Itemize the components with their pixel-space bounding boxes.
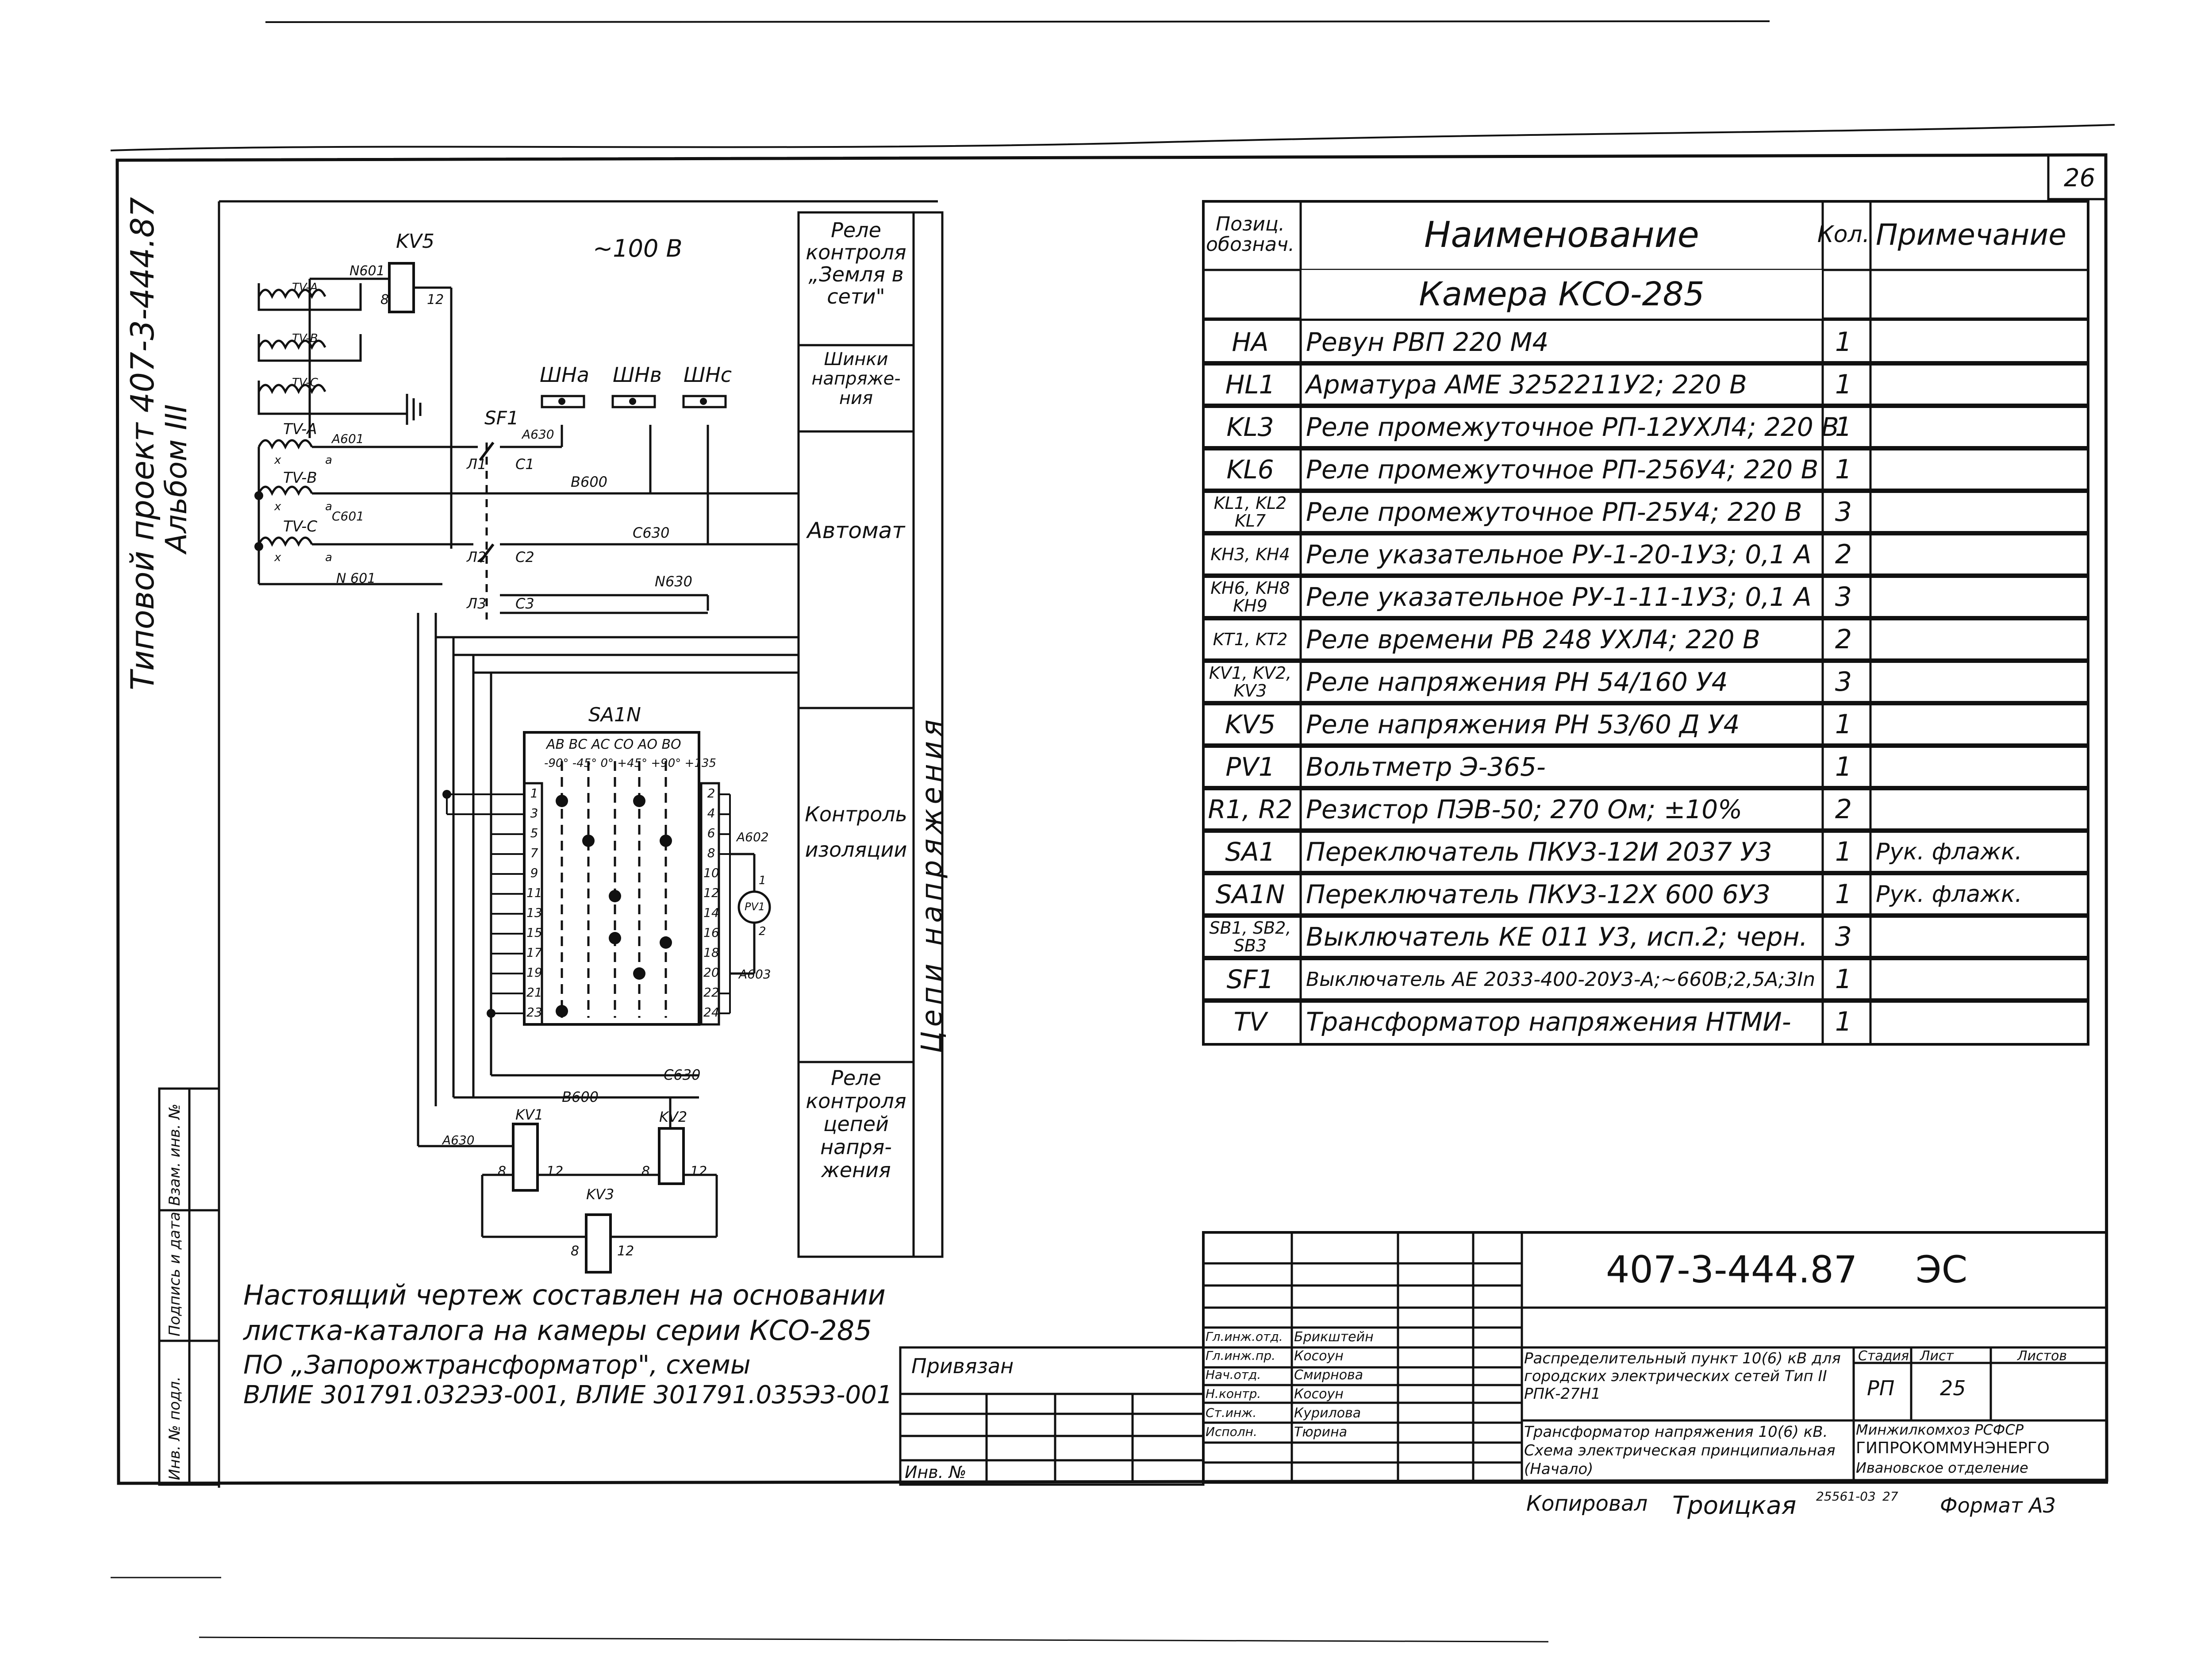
terminal-number: 9 bbox=[530, 866, 538, 880]
kv3-pin-a: 8 bbox=[571, 1243, 580, 1259]
a-label-2: a bbox=[325, 500, 332, 513]
note-line-4: ВЛИЕ 301791.032Э3-001, ВЛИЕ 301791.035Э3-001 bbox=[243, 1381, 893, 1409]
terminal-number: 12 bbox=[703, 885, 719, 900]
sa1n-positions: АВ ВС АС СО АО ВО bbox=[546, 737, 681, 752]
spec-qty-cell: 1 bbox=[1835, 454, 1852, 485]
side-album: Альбом III bbox=[159, 404, 193, 553]
spec-row bbox=[1203, 913, 2088, 960]
spec-qty-cell: 1 bbox=[1835, 709, 1852, 740]
spec-note-cell bbox=[1871, 618, 2093, 661]
spec-name-cell: Реле указательное РУ-1-20-1У3; 0,1 А bbox=[1306, 539, 1812, 570]
b600b-label: B600 bbox=[562, 1089, 599, 1105]
terminal-number: 22 bbox=[703, 985, 719, 1000]
signature-name: Смирнова bbox=[1294, 1367, 1363, 1383]
spec-row bbox=[1203, 489, 2088, 535]
object-title: Распределительный пункт 10(6) кВ для городских электрических сетей Тип II РПК-27Н1 bbox=[1524, 1350, 1841, 1403]
signature-role: Ст.инж. bbox=[1206, 1405, 1257, 1420]
spec-note-cell bbox=[1871, 406, 2093, 448]
pv-pin-1: 1 bbox=[759, 874, 766, 887]
spec-position-cell: KH3, KH4 bbox=[1210, 545, 1290, 564]
spec-qty-cell: 1 bbox=[1835, 879, 1852, 910]
signature-role: Нач.отд. bbox=[1206, 1367, 1261, 1382]
spec-name-cell: Реле времени РВ 248 УХЛ4; 220 В bbox=[1306, 624, 1760, 654]
tvb-label-2: TV-B bbox=[283, 469, 317, 487]
spec-name-cell: Вольтметр Э-365- bbox=[1306, 752, 1546, 782]
top-border-line bbox=[265, 21, 1770, 22]
tva-label-2: TV-A bbox=[283, 420, 317, 438]
spec-position-cell: KV5 bbox=[1225, 709, 1276, 739]
spec-name-cell: Переключатель ПКУ3-12И 2037 У3 bbox=[1306, 837, 1772, 867]
section-vertical-label: Цепи напряжения bbox=[916, 715, 949, 1053]
spec-name-cell: Трансформатор напряжения НТМИ- bbox=[1306, 1007, 1791, 1037]
terminal-number: 13 bbox=[526, 905, 542, 920]
signature-rows bbox=[1206, 1328, 1471, 1442]
spec-qty-cell: 2 bbox=[1835, 624, 1852, 655]
terminal-number: 4 bbox=[707, 806, 715, 820]
header-note: Примечание bbox=[1876, 217, 2066, 252]
n630-label: N630 bbox=[655, 573, 693, 590]
spec-qty-cell: 1 bbox=[1835, 369, 1852, 400]
spec-name-cell: Реле указательное РУ-1-11-1У3; 0,1 А bbox=[1306, 582, 1812, 612]
terminal-number: 2 bbox=[707, 786, 715, 801]
spec-qty-cell: 1 bbox=[1835, 836, 1852, 867]
spec-name-cell: Реле промежуточное РП-12УХЛ4; 220 В bbox=[1306, 412, 1839, 442]
note-line-3: ПО „Запорожтрансформатор", схемы bbox=[243, 1350, 751, 1380]
signature-row bbox=[1206, 1385, 1471, 1404]
b600-label: B600 bbox=[571, 473, 608, 490]
spec-position-cell: R1, R2 bbox=[1208, 794, 1293, 824]
spec-row bbox=[1203, 446, 2088, 493]
terminal-number: 5 bbox=[530, 826, 538, 840]
spec-row bbox=[1203, 404, 2088, 450]
spec-row bbox=[1203, 701, 2088, 748]
shna-label: ШНа bbox=[540, 363, 589, 387]
sheet-title: Трансформатор напряжения 10(6) кВ. Схема электрическая принципиальная (Начало) bbox=[1524, 1423, 1836, 1478]
spec-qty-cell: 3 bbox=[1835, 921, 1852, 952]
terminal-number: 14 bbox=[703, 905, 719, 920]
shnc-label: ШНс bbox=[684, 363, 732, 387]
sa1n-angles: -90° -45° 0° +45° +90° +135 bbox=[544, 757, 716, 770]
spec-row bbox=[1203, 828, 2088, 875]
spec-row bbox=[1203, 743, 2088, 790]
l1-label: Л1 bbox=[467, 456, 487, 473]
section-voltage-buses: Шинки напряже-ния bbox=[811, 349, 901, 408]
doc-type: ЭС bbox=[1916, 1248, 1968, 1291]
l3-label: Л3 bbox=[467, 595, 487, 612]
a601-label: A601 bbox=[332, 431, 364, 446]
spec-qty-cell: 1 bbox=[1835, 1006, 1852, 1037]
sa1n-terminals-right bbox=[703, 783, 719, 1022]
header-position: Позиц. обознач. bbox=[1206, 213, 1295, 256]
spec-position-cell: SF1 bbox=[1226, 964, 1274, 994]
spec-position-cell: KH6, KH8 KH9 bbox=[1210, 578, 1290, 616]
kv1-pin-b: 12 bbox=[546, 1164, 564, 1179]
spec-note-cell bbox=[1871, 661, 2093, 703]
kv5-pin-a: 8 bbox=[380, 292, 389, 308]
spec-qty-cell: 3 bbox=[1835, 666, 1852, 697]
a630-label: A630 bbox=[522, 427, 554, 442]
spec-position-cell: KT1, KT2 bbox=[1213, 630, 1288, 649]
c601-label: C601 bbox=[332, 509, 364, 523]
terminal-number: 10 bbox=[703, 866, 719, 880]
org-line-3: Ивановское отделение bbox=[1856, 1459, 2028, 1476]
spec-note-cell bbox=[1871, 533, 2093, 576]
a-label-1: a bbox=[325, 454, 332, 467]
kv5-pin-b: 12 bbox=[427, 292, 444, 308]
spec-position-cell: PV1 bbox=[1225, 752, 1275, 782]
sa1n-terminals-left bbox=[526, 783, 542, 1022]
drawing-note bbox=[243, 1279, 892, 1412]
terminal-number: 24 bbox=[703, 1005, 719, 1020]
org-line-2: ГИПРОКОММУНЭНЕРГО bbox=[1856, 1439, 2050, 1457]
bound-label: Привязан bbox=[911, 1354, 1014, 1378]
header-name: Наименование bbox=[1424, 214, 1699, 255]
spec-name-cell: Выключатель АЕ 2033-400-20У3-А;~660В;2,5А;3In bbox=[1306, 968, 1816, 991]
kv2-coil bbox=[659, 1128, 684, 1184]
spec-position-cell: TV bbox=[1233, 1007, 1267, 1037]
terminal-number: 20 bbox=[703, 965, 719, 980]
c1-label: C1 bbox=[515, 456, 534, 473]
spec-row bbox=[1203, 998, 2088, 1045]
n601-label: N601 bbox=[349, 263, 385, 279]
spec-row bbox=[1203, 531, 2088, 578]
terminal-number: 3 bbox=[530, 806, 538, 820]
spec-row bbox=[1203, 871, 2088, 918]
kv1-label: KV1 bbox=[515, 1106, 544, 1123]
a-label-3: a bbox=[325, 551, 332, 564]
spec-note-cell bbox=[1871, 321, 2093, 363]
spec-row bbox=[1203, 361, 2088, 408]
spec-qty-cell: 1 bbox=[1835, 327, 1852, 358]
spec-note-cell bbox=[1871, 448, 2093, 491]
sf1-label: SF1 bbox=[484, 407, 519, 429]
stage-header: Стадия bbox=[1858, 1348, 1909, 1364]
spec-row bbox=[1203, 319, 2088, 366]
stage-value: РП bbox=[1867, 1376, 1895, 1400]
spec-note-cell bbox=[1871, 703, 2093, 746]
terminal-number: 15 bbox=[526, 925, 542, 940]
terminal-number: 6 bbox=[707, 826, 715, 840]
spec-note-cell: Рук. флажк. bbox=[1876, 881, 2022, 908]
spec-name-cell: Переключатель ПКУ3-12Х 600 6У3 bbox=[1306, 879, 1770, 909]
sheet-header: Лист bbox=[1920, 1348, 1954, 1364]
kv5-label: KV5 bbox=[396, 230, 434, 253]
spec-row bbox=[1203, 956, 2088, 1003]
a603-label: A603 bbox=[739, 967, 771, 981]
kv1-pin-a: 8 bbox=[498, 1164, 507, 1179]
signature-role: Гл.инж.пр. bbox=[1206, 1348, 1276, 1363]
shnb-label: ШНв bbox=[613, 363, 662, 387]
spec-name-cell: Реле напряжения РН 54/160 У4 bbox=[1306, 667, 1728, 697]
header-qty: Кол. bbox=[1817, 221, 1870, 248]
copied-label: Копировал bbox=[1526, 1491, 1648, 1516]
supply-label: ~100 В bbox=[593, 235, 683, 262]
kv2-pin-a: 8 bbox=[641, 1164, 650, 1179]
spec-row bbox=[1203, 616, 2088, 663]
spec-qty-cell: 3 bbox=[1835, 496, 1852, 527]
note-line-1: Настоящий чертеж составлен на основании bbox=[243, 1279, 886, 1311]
org-line-1: Минжилкомхоз РСФСР bbox=[1856, 1421, 2024, 1438]
spec-position-cell: SB1, SB2, SB3 bbox=[1209, 918, 1291, 955]
sheets-header: Листов bbox=[2017, 1348, 2067, 1364]
kv3-label: KV3 bbox=[586, 1186, 614, 1203]
spec-name-cell: Арматура АМЕ 3252211У2; 220 В bbox=[1306, 369, 1747, 400]
spec-note-cell bbox=[1871, 916, 2093, 958]
side-title: Типовой проект 407-3-444.87 bbox=[124, 197, 161, 690]
spec-header-row bbox=[1203, 201, 2088, 268]
pv1-label: PV1 bbox=[745, 901, 765, 913]
x-label-1: x bbox=[274, 454, 281, 467]
group-title: Камера КСО-285 bbox=[1302, 270, 1822, 319]
spec-position-cell: KL6 bbox=[1226, 454, 1274, 485]
spec-row bbox=[1203, 573, 2088, 620]
copier-name: Троицкая bbox=[1672, 1491, 1797, 1520]
spec-name-cell: Резистор ПЭВ-50; 270 Ом; ±10% bbox=[1306, 794, 1743, 824]
signature-role: Н.контр. bbox=[1206, 1386, 1261, 1401]
terminal-number: 21 bbox=[526, 985, 542, 1000]
spec-position-cell: KL3 bbox=[1226, 412, 1274, 442]
section-insulation: Контроль изоляции bbox=[805, 802, 907, 862]
kv5-coil bbox=[389, 263, 414, 312]
frame-top-wave bbox=[111, 125, 2115, 150]
spec-qty-cell: 1 bbox=[1835, 964, 1852, 995]
tva-label-1: TV-A bbox=[292, 281, 318, 294]
signature-name: Тюрина bbox=[1294, 1424, 1348, 1440]
terminal-number: 16 bbox=[703, 925, 719, 940]
n601b-label: N 601 bbox=[336, 571, 376, 586]
spec-qty-cell: 2 bbox=[1835, 539, 1852, 570]
spec-name-cell: Реле напряжения РН 53/60 Д У4 bbox=[1306, 709, 1740, 739]
signature-row bbox=[1206, 1404, 1471, 1423]
terminal-number: 19 bbox=[526, 965, 542, 980]
signature-row bbox=[1206, 1328, 1471, 1347]
x-label-2: x bbox=[274, 500, 281, 513]
terminal-number: 18 bbox=[703, 945, 719, 960]
spec-position-cell: KL1, KL2 KL7 bbox=[1214, 493, 1287, 531]
a630b-label: A630 bbox=[442, 1133, 475, 1147]
l2-label: Л2 bbox=[467, 549, 487, 566]
x-label-3: x bbox=[274, 551, 281, 564]
terminal-number: 23 bbox=[526, 1005, 542, 1020]
spec-note-cell bbox=[1871, 746, 2093, 788]
archive-number: 25561-03 bbox=[1816, 1489, 1876, 1504]
spec-name-cell: Реле промежуточное РП-25У4; 220 В bbox=[1306, 497, 1802, 527]
signature-name: Косоун bbox=[1294, 1348, 1344, 1364]
tvc-label-2: TV-C bbox=[283, 518, 318, 535]
spec-note-cell: Рук. флажк. bbox=[1876, 839, 2022, 865]
c630-label: C630 bbox=[633, 524, 670, 541]
c630b-label: C630 bbox=[664, 1066, 701, 1083]
format-label: Формат А3 bbox=[1940, 1493, 2056, 1517]
spec-note-cell bbox=[1871, 576, 2093, 618]
spec-position-cell: HL1 bbox=[1225, 369, 1275, 400]
doc-code: 407-3-444.87 bbox=[1606, 1248, 1858, 1291]
spec-position-cell: HA bbox=[1232, 327, 1269, 357]
terminal-number: 11 bbox=[526, 885, 542, 900]
sa1n-switch bbox=[524, 732, 699, 1024]
signature-name: Косоун bbox=[1294, 1386, 1344, 1402]
terminal-number: 17 bbox=[526, 945, 542, 960]
kv1-coil bbox=[513, 1124, 538, 1190]
spec-name-cell: Выключатель КЕ 011 У3, исп.2; черн. bbox=[1306, 922, 1808, 952]
specification-table bbox=[1203, 201, 2088, 1044]
spec-position-cell: SA1 bbox=[1225, 837, 1275, 867]
strip-replace-inv: Взам. инв. № bbox=[166, 1104, 184, 1206]
spec-note-cell bbox=[1871, 958, 2093, 1001]
spec-row bbox=[1203, 658, 2088, 705]
note-line-2: листка-каталога на камеры серии КСО-285 bbox=[243, 1314, 872, 1347]
spec-row bbox=[1203, 786, 2088, 833]
signature-name: Брикштейн bbox=[1294, 1329, 1374, 1345]
spec-group-row bbox=[1203, 270, 2088, 319]
kv2-label: KV2 bbox=[659, 1108, 687, 1125]
a602-label: A602 bbox=[737, 830, 769, 844]
spec-qty-cell: 3 bbox=[1835, 581, 1852, 612]
signature-role: Гл.инж.отд. bbox=[1206, 1329, 1283, 1344]
spec-note-cell bbox=[1871, 1001, 2093, 1043]
spec-note-cell bbox=[1871, 491, 2093, 533]
spec-note-cell bbox=[1871, 363, 2093, 406]
inv-label: Инв. № bbox=[905, 1462, 967, 1482]
kv3-coil bbox=[586, 1215, 611, 1272]
spec-qty-cell: 2 bbox=[1835, 794, 1852, 825]
section-breaker: Автомат bbox=[807, 518, 905, 543]
spec-qty-cell: 1 bbox=[1835, 751, 1852, 782]
strip-sign-date: Подпись и дата bbox=[166, 1212, 184, 1336]
c2-label: C2 bbox=[515, 549, 534, 566]
terminal-number: 7 bbox=[530, 846, 538, 860]
tvc-label-1: TV-C bbox=[292, 376, 318, 389]
signature-name: Курилова bbox=[1294, 1405, 1361, 1421]
sheet-number: 26 bbox=[2064, 164, 2096, 192]
kv2-pin-b: 12 bbox=[690, 1164, 707, 1179]
signature-role: Исполн. bbox=[1206, 1424, 1257, 1439]
section-voltage-relay: Реле контроля цепей напря-жения bbox=[806, 1066, 906, 1182]
archive-sheet: 27 bbox=[1882, 1489, 1898, 1504]
spec-position-cell: KV1, KV2, KV3 bbox=[1209, 663, 1292, 700]
signature-row bbox=[1206, 1347, 1471, 1366]
sa1n-label: SA1N bbox=[588, 704, 641, 726]
kv3-pin-b: 12 bbox=[617, 1243, 634, 1259]
terminal-number: 8 bbox=[707, 846, 715, 860]
tvb-label-1: TV-B bbox=[292, 332, 318, 345]
strip-inv-no: Инв. № подл. bbox=[166, 1376, 184, 1480]
spec-position-cell: SA1N bbox=[1215, 879, 1285, 909]
sheet-value: 25 bbox=[1940, 1376, 1966, 1400]
terminal-number: 1 bbox=[530, 786, 538, 801]
spec-name-cell: Ревун РВП 220 М4 bbox=[1306, 327, 1549, 357]
spec-qty-cell: 1 bbox=[1835, 412, 1852, 443]
spec-note-cell bbox=[1871, 788, 2093, 831]
signature-row bbox=[1206, 1423, 1471, 1442]
spec-name-cell: Реле промежуточное РП-256У4; 220 В bbox=[1306, 454, 1819, 485]
c3-label: C3 bbox=[515, 595, 534, 612]
signature-row bbox=[1206, 1366, 1471, 1385]
pv-pin-2: 2 bbox=[759, 925, 766, 938]
section-earth-relay: Реле контроля „Земля в сети" bbox=[806, 218, 906, 308]
